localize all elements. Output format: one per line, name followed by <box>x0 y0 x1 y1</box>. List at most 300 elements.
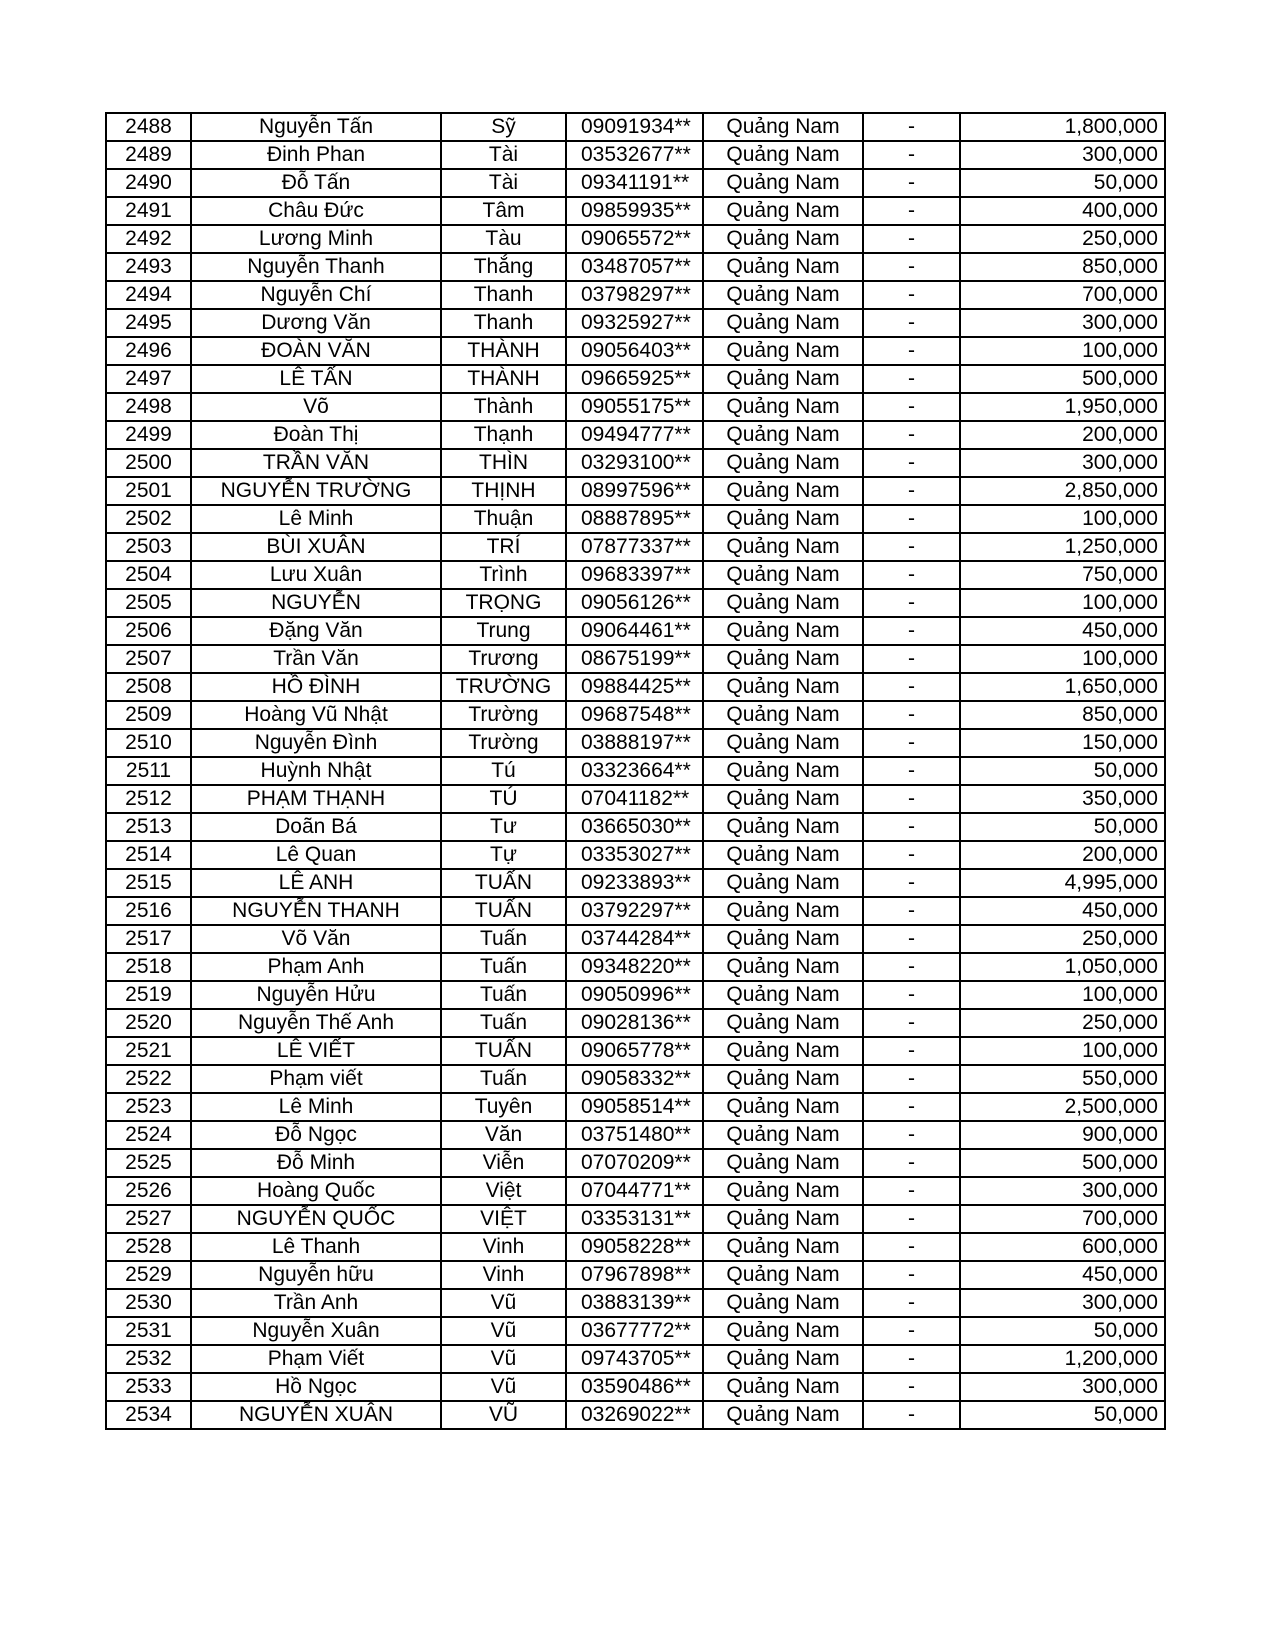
surname-middle-name: Hoàng Vũ Nhật <box>191 701 441 729</box>
row-number: 2501 <box>106 477 191 505</box>
province: Quảng Nam <box>703 869 863 897</box>
given-name: Trường <box>441 729 566 757</box>
surname-middle-name: Lương Minh <box>191 225 441 253</box>
given-name: Tuấn <box>441 1009 566 1037</box>
phone-number: 09055175** <box>566 393 703 421</box>
amount: 50,000 <box>960 813 1165 841</box>
surname-middle-name: Trần Văn <box>191 645 441 673</box>
surname-middle-name: Phạm Viết <box>191 1345 441 1373</box>
row-number: 2512 <box>106 785 191 813</box>
surname-middle-name: Đỗ Minh <box>191 1149 441 1177</box>
amount: 250,000 <box>960 1009 1165 1037</box>
table-row <box>106 785 1165 813</box>
given-name: Vinh <box>441 1261 566 1289</box>
given-name: THÌN <box>441 449 566 477</box>
province: Quảng Nam <box>703 589 863 617</box>
note: - <box>863 113 960 141</box>
surname-middle-name: ĐOÀN VĂN <box>191 337 441 365</box>
amount: 450,000 <box>960 617 1165 645</box>
table-row <box>106 477 1165 505</box>
note: - <box>863 421 960 449</box>
surname-middle-name: Đỗ Ngọc <box>191 1121 441 1149</box>
amount: 200,000 <box>960 841 1165 869</box>
province: Quảng Nam <box>703 981 863 1009</box>
province: Quảng Nam <box>703 477 863 505</box>
note: - <box>863 1037 960 1065</box>
row-number: 2496 <box>106 337 191 365</box>
given-name: Vinh <box>441 1233 566 1261</box>
phone-number: 03323664** <box>566 757 703 785</box>
note: - <box>863 1093 960 1121</box>
given-name: Trường <box>441 701 566 729</box>
amount: 1,650,000 <box>960 673 1165 701</box>
province: Quảng Nam <box>703 1373 863 1401</box>
given-name: Thắng <box>441 253 566 281</box>
surname-middle-name: Nguyễn Đình <box>191 729 441 757</box>
surname-middle-name: PHẠM THẠNH <box>191 785 441 813</box>
given-name: THÀNH <box>441 365 566 393</box>
row-number: 2522 <box>106 1065 191 1093</box>
note: - <box>863 1401 960 1429</box>
province: Quảng Nam <box>703 1345 863 1373</box>
given-name: Tài <box>441 169 566 197</box>
amount: 600,000 <box>960 1233 1165 1261</box>
table-row <box>106 365 1165 393</box>
amount: 250,000 <box>960 925 1165 953</box>
row-number: 2494 <box>106 281 191 309</box>
row-number: 2495 <box>106 309 191 337</box>
amount: 1,250,000 <box>960 533 1165 561</box>
surname-middle-name: Phạm Anh <box>191 953 441 981</box>
phone-number: 09064461** <box>566 617 703 645</box>
phone-number: 08675199** <box>566 645 703 673</box>
amount: 450,000 <box>960 1261 1165 1289</box>
note: - <box>863 897 960 925</box>
given-name: Trung <box>441 617 566 645</box>
surname-middle-name: Lê Quan <box>191 841 441 869</box>
surname-middle-name: Dương Văn <box>191 309 441 337</box>
phone-number: 08887895** <box>566 505 703 533</box>
amount: 100,000 <box>960 645 1165 673</box>
province: Quảng Nam <box>703 1317 863 1345</box>
given-name: Tâm <box>441 197 566 225</box>
given-name: Sỹ <box>441 113 566 141</box>
table-row <box>106 617 1165 645</box>
province: Quảng Nam <box>703 897 863 925</box>
note: - <box>863 281 960 309</box>
province: Quảng Nam <box>703 1149 863 1177</box>
note: - <box>863 141 960 169</box>
amount: 100,000 <box>960 981 1165 1009</box>
surname-middle-name: Đỗ Tấn <box>191 169 441 197</box>
phone-number: 09058228** <box>566 1233 703 1261</box>
given-name: Tuyên <box>441 1093 566 1121</box>
given-name: Tuấn <box>441 953 566 981</box>
surname-middle-name: Nguyễn Thế Anh <box>191 1009 441 1037</box>
note: - <box>863 309 960 337</box>
table-row <box>106 1401 1165 1429</box>
table-row <box>106 1373 1165 1401</box>
phone-number: 07044771** <box>566 1177 703 1205</box>
given-name: Tuấn <box>441 925 566 953</box>
province: Quảng Nam <box>703 449 863 477</box>
phone-number: 09065778** <box>566 1037 703 1065</box>
surname-middle-name: Hoàng Quốc <box>191 1177 441 1205</box>
phone-number: 09325927** <box>566 309 703 337</box>
given-name: Tú <box>441 757 566 785</box>
row-number: 2523 <box>106 1093 191 1121</box>
row-number: 2489 <box>106 141 191 169</box>
given-name: TUẤN <box>441 1037 566 1065</box>
row-number: 2529 <box>106 1261 191 1289</box>
amount: 1,800,000 <box>960 113 1165 141</box>
row-number: 2534 <box>106 1401 191 1429</box>
surname-middle-name: Võ <box>191 393 441 421</box>
table-row <box>106 337 1165 365</box>
row-number: 2519 <box>106 981 191 1009</box>
given-name: Thanh <box>441 281 566 309</box>
table-row <box>106 449 1165 477</box>
amount: 500,000 <box>960 365 1165 393</box>
phone-number: 09058332** <box>566 1065 703 1093</box>
table-row <box>106 421 1165 449</box>
note: - <box>863 673 960 701</box>
note: - <box>863 365 960 393</box>
amount: 1,200,000 <box>960 1345 1165 1373</box>
row-number: 2502 <box>106 505 191 533</box>
province: Quảng Nam <box>703 225 863 253</box>
province: Quảng Nam <box>703 729 863 757</box>
phone-number: 09859935** <box>566 197 703 225</box>
amount: 450,000 <box>960 897 1165 925</box>
surname-middle-name: HỒ ĐÌNH <box>191 673 441 701</box>
amount: 50,000 <box>960 757 1165 785</box>
row-number: 2526 <box>106 1177 191 1205</box>
phone-number: 07070209** <box>566 1149 703 1177</box>
surname-middle-name: Nguyễn Hửu <box>191 981 441 1009</box>
phone-number: 09683397** <box>566 561 703 589</box>
table-row <box>106 113 1165 141</box>
phone-number: 09056403** <box>566 337 703 365</box>
province: Quảng Nam <box>703 953 863 981</box>
table-row <box>106 701 1165 729</box>
surname-middle-name: LÊ TẤN <box>191 365 441 393</box>
province: Quảng Nam <box>703 365 863 393</box>
given-name: Trình <box>441 561 566 589</box>
province: Quảng Nam <box>703 309 863 337</box>
amount: 850,000 <box>960 253 1165 281</box>
surname-middle-name: Huỳnh Nhật <box>191 757 441 785</box>
note: - <box>863 869 960 897</box>
note: - <box>863 1121 960 1149</box>
given-name: Thuận <box>441 505 566 533</box>
amount: 50,000 <box>960 169 1165 197</box>
table-row <box>106 1317 1165 1345</box>
table-row <box>106 925 1165 953</box>
row-number: 2488 <box>106 113 191 141</box>
given-name: Thành <box>441 393 566 421</box>
province: Quảng Nam <box>703 1037 863 1065</box>
amount: 100,000 <box>960 505 1165 533</box>
row-number: 2516 <box>106 897 191 925</box>
phone-number: 03677772** <box>566 1317 703 1345</box>
table-row <box>106 1037 1165 1065</box>
row-number: 2503 <box>106 533 191 561</box>
phone-number: 09348220** <box>566 953 703 981</box>
phone-number: 03883139** <box>566 1289 703 1317</box>
province: Quảng Nam <box>703 701 863 729</box>
province: Quảng Nam <box>703 1009 863 1037</box>
surname-middle-name: NGUYỄN <box>191 589 441 617</box>
note: - <box>863 925 960 953</box>
given-name: VŨ <box>441 1401 566 1429</box>
table-row <box>106 1205 1165 1233</box>
province: Quảng Nam <box>703 785 863 813</box>
amount: 700,000 <box>960 1205 1165 1233</box>
table-row <box>106 141 1165 169</box>
province: Quảng Nam <box>703 393 863 421</box>
surname-middle-name: Phạm viết <box>191 1065 441 1093</box>
given-name: THỊNH <box>441 477 566 505</box>
row-number: 2527 <box>106 1205 191 1233</box>
note: - <box>863 1009 960 1037</box>
note: - <box>863 953 960 981</box>
given-name: Vũ <box>441 1289 566 1317</box>
note: - <box>863 1261 960 1289</box>
row-number: 2531 <box>106 1317 191 1345</box>
phone-number: 07041182** <box>566 785 703 813</box>
note: - <box>863 981 960 1009</box>
amount: 250,000 <box>960 225 1165 253</box>
given-name: TRÍ <box>441 533 566 561</box>
row-number: 2508 <box>106 673 191 701</box>
phone-number: 07967898** <box>566 1261 703 1289</box>
table-row <box>106 729 1165 757</box>
province: Quảng Nam <box>703 925 863 953</box>
note: - <box>863 449 960 477</box>
given-name: Vũ <box>441 1345 566 1373</box>
phone-number: 03751480** <box>566 1121 703 1149</box>
amount: 700,000 <box>960 281 1165 309</box>
table-row <box>106 225 1165 253</box>
province: Quảng Nam <box>703 561 863 589</box>
surname-middle-name: Nguyễn Tấn <box>191 113 441 141</box>
province: Quảng Nam <box>703 757 863 785</box>
row-number: 2530 <box>106 1289 191 1317</box>
row-number: 2511 <box>106 757 191 785</box>
table-row <box>106 1233 1165 1261</box>
given-name: Vũ <box>441 1317 566 1345</box>
row-number: 2524 <box>106 1121 191 1149</box>
phone-number: 09743705** <box>566 1345 703 1373</box>
amount: 500,000 <box>960 1149 1165 1177</box>
row-number: 2491 <box>106 197 191 225</box>
phone-number: 07877337** <box>566 533 703 561</box>
province: Quảng Nam <box>703 1093 863 1121</box>
given-name: Thạnh <box>441 421 566 449</box>
note: - <box>863 1177 960 1205</box>
province: Quảng Nam <box>703 281 863 309</box>
phone-number: 03532677** <box>566 141 703 169</box>
row-number: 2515 <box>106 869 191 897</box>
row-number: 2509 <box>106 701 191 729</box>
table-row <box>106 1121 1165 1149</box>
province: Quảng Nam <box>703 141 863 169</box>
table-row <box>106 981 1165 1009</box>
province: Quảng Nam <box>703 813 863 841</box>
amount: 200,000 <box>960 421 1165 449</box>
note: - <box>863 197 960 225</box>
amount: 750,000 <box>960 561 1165 589</box>
province: Quảng Nam <box>703 1401 863 1429</box>
note: - <box>863 505 960 533</box>
surname-middle-name: NGUYỄN THANH <box>191 897 441 925</box>
given-name: TRƯỜNG <box>441 673 566 701</box>
row-number: 2493 <box>106 253 191 281</box>
table-row <box>106 645 1165 673</box>
note: - <box>863 645 960 673</box>
phone-number: 09341191** <box>566 169 703 197</box>
surname-middle-name: Nguyễn Chí <box>191 281 441 309</box>
province: Quảng Nam <box>703 505 863 533</box>
phone-number: 03888197** <box>566 729 703 757</box>
surname-middle-name: Nguyễn hữu <box>191 1261 441 1289</box>
surname-middle-name: Võ Văn <box>191 925 441 953</box>
note: - <box>863 1289 960 1317</box>
note: - <box>863 393 960 421</box>
donation-table <box>105 112 1166 1430</box>
province: Quảng Nam <box>703 617 863 645</box>
given-name: Tuấn <box>441 1065 566 1093</box>
row-number: 2517 <box>106 925 191 953</box>
phone-number: 03293100** <box>566 449 703 477</box>
given-name: TÚ <box>441 785 566 813</box>
surname-middle-name: NGUYỄN XUÂN <box>191 1401 441 1429</box>
note: - <box>863 617 960 645</box>
row-number: 2498 <box>106 393 191 421</box>
table-row <box>106 1289 1165 1317</box>
row-number: 2514 <box>106 841 191 869</box>
amount: 400,000 <box>960 197 1165 225</box>
province: Quảng Nam <box>703 533 863 561</box>
table-row <box>106 393 1165 421</box>
phone-number: 03269022** <box>566 1401 703 1429</box>
province: Quảng Nam <box>703 337 863 365</box>
row-number: 2525 <box>106 1149 191 1177</box>
table-row <box>106 169 1165 197</box>
surname-middle-name: Trần Anh <box>191 1289 441 1317</box>
surname-middle-name: Nguyễn Thanh <box>191 253 441 281</box>
phone-number: 09058514** <box>566 1093 703 1121</box>
given-name: TUẤN <box>441 869 566 897</box>
given-name: VIỆT <box>441 1205 566 1233</box>
note: - <box>863 813 960 841</box>
surname-middle-name: LÊ ANH <box>191 869 441 897</box>
phone-number: 03353131** <box>566 1205 703 1233</box>
phone-number: 03353027** <box>566 841 703 869</box>
surname-middle-name: Lê Thanh <box>191 1233 441 1261</box>
note: - <box>863 729 960 757</box>
note: - <box>863 589 960 617</box>
surname-middle-name: Doãn Bá <box>191 813 441 841</box>
note: - <box>863 841 960 869</box>
table-body <box>106 113 1165 1429</box>
table-row <box>106 757 1165 785</box>
table-row <box>106 1261 1165 1289</box>
surname-middle-name: Châu Đức <box>191 197 441 225</box>
given-name: Tài <box>441 141 566 169</box>
phone-number: 03792297** <box>566 897 703 925</box>
surname-middle-name: Đoàn Thị <box>191 421 441 449</box>
amount: 300,000 <box>960 141 1165 169</box>
province: Quảng Nam <box>703 169 863 197</box>
given-name: THÀNH <box>441 337 566 365</box>
amount: 50,000 <box>960 1317 1165 1345</box>
table-row <box>106 1345 1165 1373</box>
phone-number: 03798297** <box>566 281 703 309</box>
amount: 1,950,000 <box>960 393 1165 421</box>
row-number: 2521 <box>106 1037 191 1065</box>
row-number: 2520 <box>106 1009 191 1037</box>
surname-middle-name: NGUYỄN TRƯỜNG <box>191 477 441 505</box>
amount: 4,995,000 <box>960 869 1165 897</box>
province: Quảng Nam <box>703 841 863 869</box>
surname-middle-name: Hồ Ngọc <box>191 1373 441 1401</box>
phone-number: 03744284** <box>566 925 703 953</box>
province: Quảng Nam <box>703 1065 863 1093</box>
amount: 300,000 <box>960 449 1165 477</box>
row-number: 2499 <box>106 421 191 449</box>
province: Quảng Nam <box>703 1261 863 1289</box>
row-number: 2507 <box>106 645 191 673</box>
table-row <box>106 197 1165 225</box>
amount: 2,850,000 <box>960 477 1165 505</box>
note: - <box>863 477 960 505</box>
table-row <box>106 1149 1165 1177</box>
row-number: 2504 <box>106 561 191 589</box>
given-name: Tuấn <box>441 981 566 1009</box>
note: - <box>863 1317 960 1345</box>
table-row <box>106 281 1165 309</box>
amount: 1,050,000 <box>960 953 1165 981</box>
note: - <box>863 701 960 729</box>
province: Quảng Nam <box>703 421 863 449</box>
phone-number: 03665030** <box>566 813 703 841</box>
table-row <box>106 505 1165 533</box>
note: - <box>863 253 960 281</box>
note: - <box>863 1065 960 1093</box>
province: Quảng Nam <box>703 1205 863 1233</box>
table-row <box>106 533 1165 561</box>
row-number: 2506 <box>106 617 191 645</box>
note: - <box>863 785 960 813</box>
table-row <box>106 253 1165 281</box>
row-number: 2505 <box>106 589 191 617</box>
table-row <box>106 953 1165 981</box>
row-number: 2518 <box>106 953 191 981</box>
table-row <box>106 1177 1165 1205</box>
row-number: 2533 <box>106 1373 191 1401</box>
phone-number: 09233893** <box>566 869 703 897</box>
note: - <box>863 169 960 197</box>
row-number: 2513 <box>106 813 191 841</box>
row-number: 2532 <box>106 1345 191 1373</box>
amount: 550,000 <box>960 1065 1165 1093</box>
phone-number: 09056126** <box>566 589 703 617</box>
surname-middle-name: TRẦN VĂN <box>191 449 441 477</box>
table-row <box>106 309 1165 337</box>
surname-middle-name: NGUYỄN QUỐC <box>191 1205 441 1233</box>
